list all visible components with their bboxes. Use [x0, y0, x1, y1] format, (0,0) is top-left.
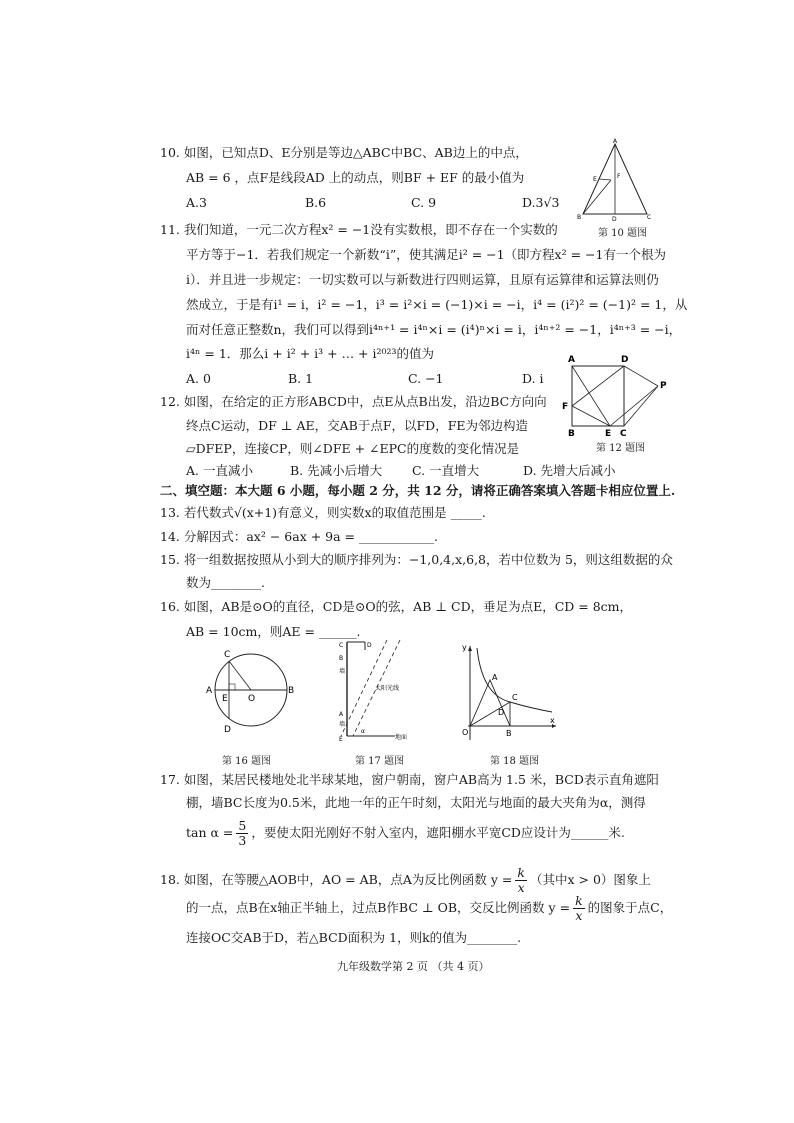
fig12-label-f: F — [562, 402, 569, 412]
fig10-label-d: D — [612, 216, 617, 222]
q11-option-c: C. −1 — [408, 371, 444, 386]
fig10-label-b: B — [577, 214, 582, 221]
q17-line3-rest: ，要使太阳光刚好不射入室内，遮阳棚水平宽CD应设计为______米. — [251, 825, 625, 840]
q18-line3: 连接OC交AB于D，若△BCD面积为 1，则k的值为________. — [186, 930, 522, 945]
figure-q10 — [575, 138, 655, 222]
q11-line3: i）．并且进一步规定：一切实数可以与新数进行四则运算，且原有运算律和运算法则仍 — [186, 272, 659, 287]
fig12-label-c: C — [620, 429, 627, 438]
q12-line1: 12. 如图，在给定的正方形ABCD中，点E从点B出发，沿边BC方向向 — [160, 394, 547, 409]
q12-option-a: A. 一直减小 — [186, 463, 253, 478]
q16-line1: 16. 如图，AB是⊙O的直径，CD是⊙O的弦，AB ⊥ CD，垂足为点E，CD = 8cm， — [160, 599, 633, 614]
q17-line3 — [186, 813, 625, 853]
q12-option-b: B. 先减小后增大 — [290, 463, 383, 478]
q11-line4: 然成立，于是有i¹ = i，i² = −1，i³ = i²×i = (−1)×i = −i，i⁴ = (i²)² = (−1)² = 1，从 — [186, 297, 688, 312]
q17-line2: 棚，墙BC长度为0.5米，此地一年的正午时刻，太阳光与地面的最大夹角为α，测得 — [186, 795, 646, 810]
q12-line2: 终点C运动，DF ⊥ AE，交AB于点F，以FD，FE为邻边构造 — [186, 418, 528, 433]
figure-q16 — [200, 645, 300, 740]
q10-line2: AB = 6 ，点F是线段AD 上的动点，则BF + EF 的最小值为 — [186, 170, 525, 185]
q18-func2-fraction — [573, 894, 585, 923]
q17-caption: 第 17 题图 — [355, 756, 405, 767]
q10-option-a: A.3 — [186, 195, 207, 210]
q11-line2: 平方等于−1．若我们规定一个新数“i”，使其满足i² = −1（即方程x² = −1有一个根为 — [186, 247, 666, 262]
fig10-label-e: E — [593, 176, 597, 183]
fig16-label-o: O — [248, 694, 256, 704]
q18-func2-numerator: k — [575, 892, 583, 908]
q11-line1: 11. 我们知道，一元二次方程x² = −1没有实数根，即不存在一个实数的 — [160, 222, 558, 237]
q18-func2-denominator: x — [575, 907, 583, 923]
q10-caption: 第 10 题图 — [598, 228, 648, 239]
q10-option-d: D.3√3 — [522, 195, 560, 210]
q11-line5: 而对任意正整数n，我们可以得到i⁴ⁿ⁺¹ = i⁴ⁿ×i = (i⁴)ⁿ×i = i，i⁴ⁿ⁺² = −1，i⁴ⁿ⁺³ = −i， — [186, 322, 682, 337]
fig16-label-c: C — [224, 650, 231, 660]
q14-text: 14. 分解因式：ax² − 6ax + 9a = ____________. — [160, 529, 438, 544]
figure-q12 — [560, 352, 675, 438]
fig12-label-a: A — [568, 355, 575, 365]
fig16-label-a: A — [206, 686, 213, 696]
q17-fraction-numerator: 5 — [238, 817, 247, 833]
q18-line1a: 18. 如图，在等腰△AOB中，AO = AB，点A为反比例函数 — [160, 872, 487, 887]
fig18-label-b: B — [506, 729, 512, 738]
figure-q17 — [335, 638, 425, 742]
q18-line2a: 的一点，点B在x轴正半轴上，过点B作BC ⊥ OB，交反比例函数 — [186, 900, 545, 915]
q11-option-a: A. 0 — [186, 371, 211, 386]
q12-caption: 第 12 题图 — [596, 443, 646, 454]
q15-line2: 数为________. — [186, 575, 265, 590]
q18-func1-denominator: x — [517, 879, 525, 895]
q18-caption: 第 18 题图 — [490, 756, 540, 767]
fig12-label-d: D — [621, 355, 629, 365]
fig16-label-b: B — [288, 686, 295, 696]
section-fill-in-title: 二、填空题：本大题 6 小题，每小题 2 分，共 12 分，请将正确答案填入答题卡相应位置上. — [160, 483, 676, 498]
q17-fraction-denominator: 3 — [238, 832, 247, 848]
q10-option-b: B.6 — [305, 195, 327, 210]
q12-option-d: D. 先增大后减小 — [523, 463, 616, 478]
fig18-label-y: y — [462, 643, 467, 652]
fig10-label-f: F — [617, 173, 621, 180]
fig17-label-e: E — [339, 736, 343, 742]
q12-option-c: C. 一直增大 — [412, 463, 480, 478]
q16-line2: AB = 10cm，则AE = ______. — [186, 624, 361, 639]
q11-line6: i⁴ⁿ = 1．那么i + i² + i³ + … + i²⁰²³的值为 — [186, 346, 435, 361]
page-footer: 九年级数学第 2 页 （共 4 页） — [337, 960, 490, 973]
fig12-label-b: B — [568, 429, 575, 438]
q12-line3: ▱DFEP，连接CP，则∠DFE + ∠EPC的度数的变化情况是 — [186, 441, 520, 456]
fig17-label-wall-top: 墙 — [339, 668, 346, 675]
fig10-label-c: C — [647, 214, 652, 221]
q16-caption: 第 16 题图 — [222, 756, 272, 767]
q18-line2b: 的图象于点C， — [587, 900, 673, 915]
fig17-label-ground: 地面 — [395, 734, 408, 741]
q18-func1-numerator: k — [517, 864, 525, 880]
q10-option-c: C. 9 — [411, 195, 437, 210]
q18-line1b: （其中x > 0）图象上 — [529, 872, 651, 887]
q17-line1: 17. 如图，某居民楼地处北半球某地，窗户朝南，窗户AB高为 1.5 米，BCD表示直角遮阳 — [160, 772, 659, 787]
fig12-label-e: E — [605, 429, 612, 438]
q15-line1: 15. 将一组数据按照从小到大的顺序排列为：−1,0,4,x,6,8，若中位数为 5，则这组数据的众 — [160, 552, 673, 567]
fig17-label-d: D — [367, 642, 372, 649]
fig16-label-d: D — [224, 725, 231, 735]
fig10-label-a: A — [613, 138, 618, 145]
q18-func1-prefix: y = — [490, 872, 513, 887]
figure-q18 — [460, 640, 560, 745]
fig17-label-c: C — [339, 642, 344, 649]
q18-func2-prefix: y = — [548, 900, 571, 915]
fig17-label-wall-bottom: 墙 — [339, 721, 346, 728]
fig17-label-alpha: α — [361, 728, 365, 735]
fig17-label-sunlight: 太阳光线 — [375, 685, 400, 692]
fig17-label-a: A — [339, 711, 344, 718]
q11-option-d: D. i — [522, 371, 544, 386]
fig18-label-o: O — [462, 728, 469, 737]
q18-line2 — [186, 888, 672, 928]
fig12-label-p: P — [660, 381, 667, 391]
q10-line1: 10. 如图，已知点D、E分别是等边△ABC中BC、AB边上的中点， — [160, 145, 528, 160]
q11-option-b: B. 1 — [288, 371, 314, 386]
fig18-label-x: x — [550, 716, 555, 725]
q17-tan-prefix: tan α = — [186, 825, 234, 840]
fig17-label-b: B — [339, 655, 344, 662]
q13-text: 13. 若代数式√(x+1)有意义，则实数x的取值范围是 _____. — [160, 505, 486, 520]
fig16-label-e: E — [222, 694, 228, 704]
fig18-label-a: A — [492, 673, 498, 682]
q17-fraction — [236, 819, 248, 848]
fig18-label-c: C — [512, 693, 518, 702]
fig18-label-d: D — [498, 708, 505, 717]
